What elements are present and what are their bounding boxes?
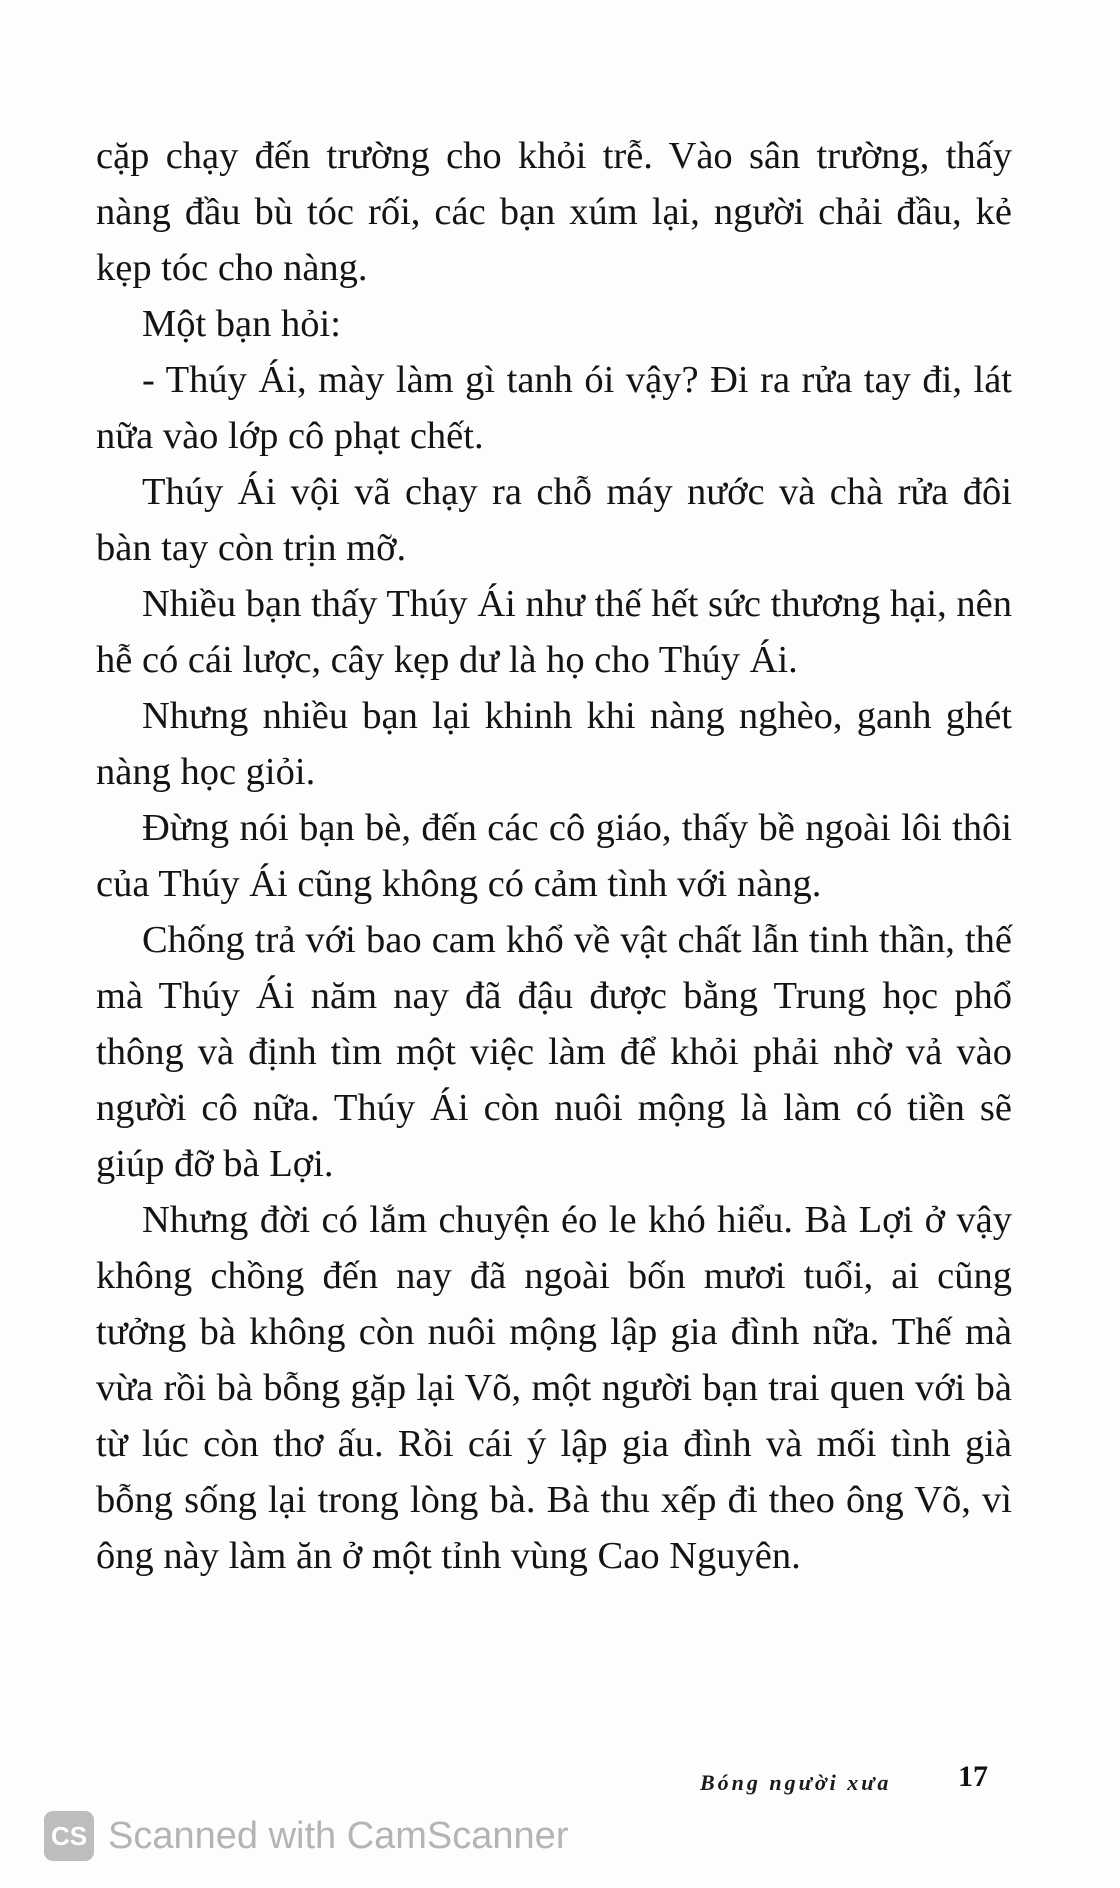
paragraph-8: Chống trả với bao cam khổ về vật chất lẫn tinh thần, thế mà Thúy Ái năm nay đã đậu được bằng Trung học phổ thông và định tìm một việc làm để khỏi phải nhờ vả vào người cô nữa. Thúy Ái còn nuôi mộng là làm có tiền sẽ giúp đỡ bà Lợi. bbox=[96, 919, 1012, 1185]
camscanner-watermark bbox=[44, 1806, 568, 1866]
paragraph-5: Nhiều bạn thấy Thúy Ái như thế hết sức thương hại, nên hễ có cái lược, cây kẹp dư là họ cho Thúy Ái. bbox=[96, 583, 1012, 681]
paragraph-6: Nhưng nhiều bạn lại khinh khi nàng nghèo, ganh ghét nàng học giỏi. bbox=[96, 695, 1012, 793]
paragraph-4: Thúy Ái vội vã chạy ra chỗ máy nước và chà rửa đôi bàn tay còn trịn mỡ. bbox=[96, 471, 1012, 569]
body-text bbox=[96, 128, 1012, 1584]
paragraph-1: cặp chạy đến trường cho khỏi trễ. Vào sân trường, thấy nàng đầu bù tóc rối, các bạn xúm lại, người chải đầu, kẻ kẹp tóc cho nàng. bbox=[96, 135, 1012, 289]
running-footer-title: Bóng người xưa bbox=[700, 1770, 892, 1795]
paragraph-3: - Thúy Ái, mày làm gì tanh ói vậy? Đi ra rửa tay đi, lát nữa vào lớp cô phạt chết. bbox=[96, 359, 1012, 457]
paragraph-7: Đừng nói bạn bè, đến các cô giáo, thấy bề ngoài lôi thôi của Thúy Ái cũng không có cảm tình với nàng. bbox=[96, 807, 1012, 905]
watermark-text: Scanned with CamScanner bbox=[108, 1814, 569, 1857]
paragraph-2: Một bạn hỏi: bbox=[142, 303, 341, 345]
page-number: 17 bbox=[958, 1760, 988, 1793]
camscanner-logo-icon: CS bbox=[44, 1811, 94, 1861]
paragraph-9: Nhưng đời có lắm chuyện éo le khó hiểu. Bà Lợi ở vậy không chồng đến nay đã ngoài bốn mươi tuổi, ai cũng tưởng bà không còn nuôi mộng lập gia đình nữa. Thế mà vừa rồi bà bỗng gặp lại Võ, một người bạn trai quen với bà từ lúc còn thơ ấu. Rồi cái ý lập gia đình và mối tình già bỗng sống lại trong lòng bà. Bà thu xếp đi theo ông Võ, vì ông này làm ăn ở một tỉnh vùng Cao Nguyên. bbox=[96, 1199, 1012, 1577]
